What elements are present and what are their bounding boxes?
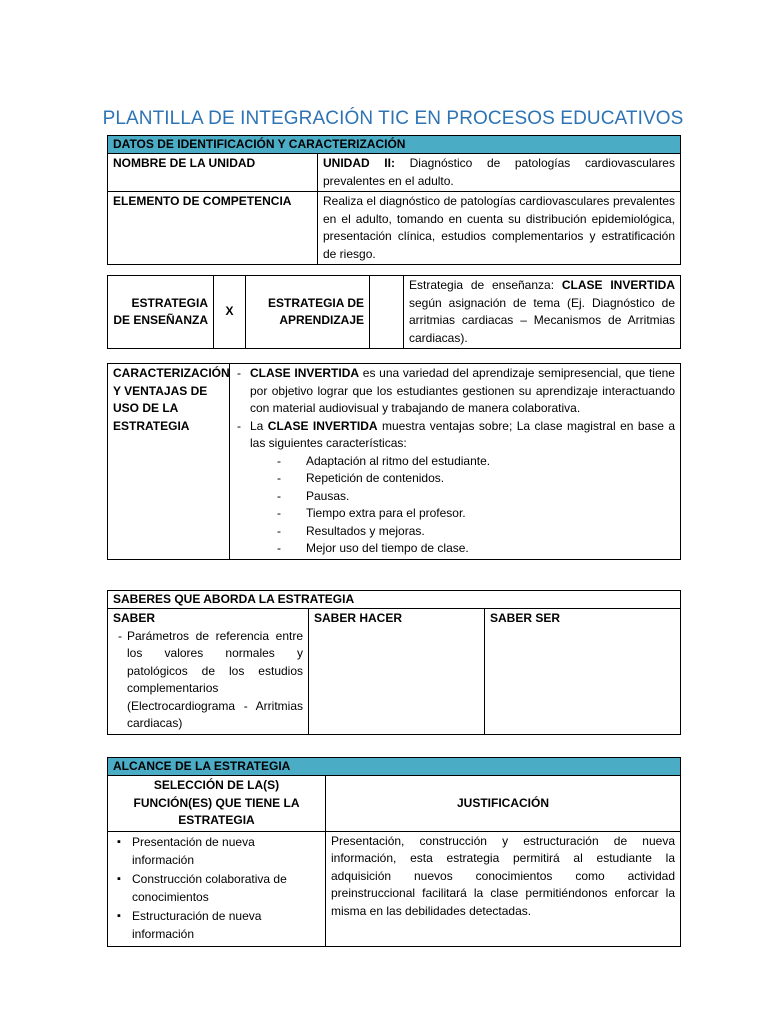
identification-table: [107, 135, 681, 265]
advantage-item: - Resultados y mejoras.: [250, 523, 675, 541]
advantage-item: - Pausas.: [250, 488, 675, 506]
functions-header: SELECCIÓN DE LA(S) FUNCIÓN(ES) QUE TIENE LA ESTRATEGIA: [108, 776, 326, 832]
characterization-list: [232, 365, 675, 558]
advantage-item: - Repetición de contenidos.: [250, 470, 675, 488]
characterization-content: [230, 364, 681, 560]
strategy-description-prefix: Estrategia de enseñanza:: [409, 278, 562, 292]
competence-value: Realiza el diagnóstico de patologías cardiovasculares prevalentes en el adulto, tomando en cuenta su distribución epidemiológica, presentación clínica, estudios complementarios y estratificación de riesgo.: [318, 192, 681, 265]
list-item: [232, 365, 675, 418]
saber-label: SABER: [113, 611, 156, 625]
unit-name-value: [318, 154, 681, 192]
strategy-description-rest: según asignación de tema (Ej. Diagnóstico de arritmias cardiacas – Mecanismos de Arritmias cardiacas).: [409, 295, 675, 345]
functions-list: [113, 833, 320, 944]
function-item: ▪ Construcción colaborativa de conocimientos: [113, 870, 320, 907]
learning-strategy-mark[interactable]: [370, 276, 404, 349]
list-item: [232, 418, 675, 558]
page-title: PLANTILLA DE INTEGRACIÓN TIC EN PROCESOS EDUCATIVOS: [102, 108, 684, 129]
item1-text: es una variedad del aprendizaje semipresencial, que tiene por objetivo lograr que los estudiantes gestionen su aprendizaje interactuando con material audiovisual y trabajando de manera colaborativa.: [250, 366, 675, 415]
unit-name-bold: UNIDAD II:: [323, 156, 395, 170]
unit-name-label: NOMBRE DE LA UNIDAD: [108, 154, 318, 192]
scope-header: ALCANCE DE LA ESTRATEGIA: [108, 758, 681, 776]
strategy-description: [404, 276, 681, 349]
justification-text: Presentación, construcción y estructuración de nueva información, esta estrategia permitirá al estudiante la adquisición nuevos conocimientos como actividad preinstruccional facilitará la clase permitiéndonos enforcar la misma en las debilidades detectadas.: [326, 831, 681, 946]
function-item: ▪ Presentación de nueva información: [113, 833, 320, 870]
teaching-strategy-mark[interactable]: X: [214, 276, 246, 349]
saber-ser-label: SABER SER: [485, 609, 681, 735]
advantage-item: - Tiempo extra para el profesor.: [250, 505, 675, 523]
teaching-strategy-label: ESTRATEGIA DE ENSEÑANZA: [108, 276, 214, 349]
unit-name-text: Diagnóstico de patologías cardiovasculares prevalentes en el adulto.: [323, 156, 675, 188]
learning-strategy-label: ESTRATEGIA DE APRENDIZAJE: [246, 276, 370, 349]
saber-item: - Parámetros de referencia entre los valores normales y patológicos de los estudios complementarios (Electrocardiograma - Arritmias cardiacas): [113, 628, 303, 733]
knowledge-table: [107, 590, 681, 735]
knowledge-header: SABERES QUE ABORDA LA ESTRATEGIA: [108, 591, 681, 609]
item1-bold: CLASE INVERTIDA: [250, 366, 360, 380]
saber-cell: [108, 609, 309, 735]
item2-prefix: La: [250, 418, 268, 433]
identification-header: DATOS DE IDENTIFICACIÓN Y CARACTERIZACIÓN: [108, 136, 681, 154]
item2-bold: CLASE INVERTIDA: [267, 418, 378, 433]
strategy-description-bold: CLASE INVERTIDA: [561, 278, 675, 292]
competence-label: ELEMENTO DE COMPETENCIA: [108, 192, 318, 265]
advantage-item: - Mejor uso del tiempo de clase.: [250, 540, 675, 558]
justification-header: JUSTIFICACIÓN: [326, 776, 681, 832]
strategy-table: [107, 275, 681, 349]
advantages-list: [250, 453, 675, 558]
item2-text: muestra ventajas sobre; La clase magistral en base a las siguientes características:: [250, 418, 675, 450]
scope-table: [107, 757, 681, 947]
advantage-item: - Adaptación al ritmo del estudiante.: [250, 453, 675, 471]
saber-list: [113, 628, 303, 733]
characterization-table: [107, 363, 681, 560]
saber-hacer-label: SABER HACER: [309, 609, 485, 735]
characterization-label: CARACTERIZACIÓN Y VENTAJAS DE USO DE LA ESTRATEGIA: [108, 364, 230, 560]
function-item: ▪ Estructuración de nueva información: [113, 907, 320, 944]
functions-cell: [108, 831, 326, 946]
